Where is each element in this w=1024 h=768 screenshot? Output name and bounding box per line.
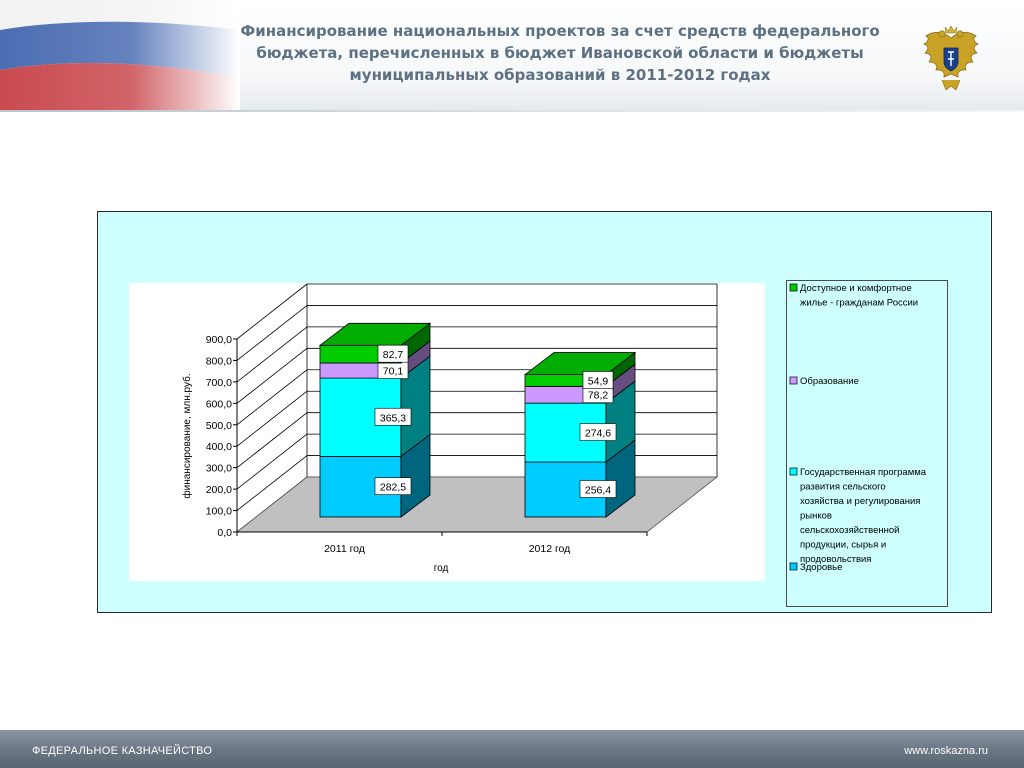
legend-swatch [790, 468, 797, 475]
legend-swatch [790, 284, 797, 291]
side-wall-gridline [237, 391, 307, 446]
slide-title: Финансирование национальных проектов за счет средств федерального бюджета, перечисленных в бюджет Ивановской области и бюджеты муниципальных образований в 2011-2012 годах [240, 22, 880, 84]
legend-label: Доступное и комфортное жилье - гражданам России [800, 283, 919, 309]
y-tick-label: 200,0 [205, 484, 232, 497]
data-label: 256,4 [584, 484, 612, 497]
side-wall-gridline [237, 327, 307, 382]
side-wall-gridline [237, 305, 307, 360]
side-wall-gridline [237, 348, 307, 403]
data-label: 282,5 [379, 481, 407, 494]
data-label: 274,6 [584, 427, 612, 440]
legend-swatch [790, 377, 797, 384]
side-wall-gridline [237, 434, 307, 489]
y-tick-label: 500,0 [205, 419, 232, 432]
chart-floor [237, 477, 717, 532]
side-wall-gridline [237, 370, 307, 425]
y-tick-label: 0,0 [217, 527, 232, 539]
data-label: 70,1 [382, 365, 404, 378]
legend-swatch [790, 563, 797, 570]
y-axis-title: финансирование, млн.руб. [182, 373, 193, 499]
side-wall-gridline [237, 284, 307, 339]
data-label: 78,2 [587, 389, 609, 402]
legend-label: Государственная программа развития сельского хозяйства и регулирования рынков сельскохозяйственной продукции, сырья и продовольствия [800, 467, 927, 565]
x-tick-label: 2011 год [324, 543, 365, 555]
data-label: 54,9 [587, 375, 609, 388]
y-tick-label: 900,0 [205, 334, 232, 346]
y-tick-label: 100,0 [205, 505, 232, 518]
y-tick-label: 800,0 [205, 355, 232, 368]
y-tick-label: 700,0 [205, 376, 232, 389]
side-wall-gridline [237, 413, 307, 468]
legend-label: Образование [800, 376, 859, 387]
y-tick-label: 400,0 [205, 441, 232, 454]
data-label: 82,7 [382, 349, 404, 362]
slide-footer [0, 730, 1024, 768]
x-tick-label: 2012 год [528, 543, 571, 555]
x-axis-title: год [433, 563, 449, 574]
legend-label: Здоровье [800, 562, 843, 573]
data-label: 365,3 [379, 412, 407, 425]
y-tick-label: 600,0 [205, 398, 232, 411]
footer-org-name: ФЕДЕРАЛЬНОЕ КАЗНАЧЕЙСТВО [32, 745, 213, 757]
y-tick-label: 300,0 [205, 462, 232, 475]
footer-website-link[interactable]: www.roskazna.ru [904, 745, 988, 757]
